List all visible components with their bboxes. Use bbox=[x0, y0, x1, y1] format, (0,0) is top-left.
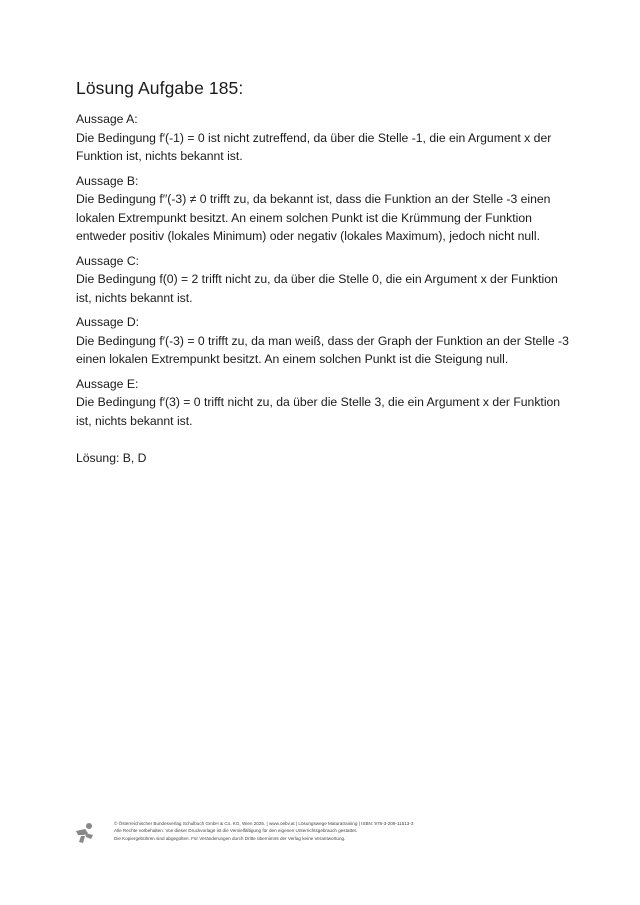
rights-line: Alle Rechte vorbehalten. Von dieser Druckvorlage ist die Vervielfältigung für den eigenen Unterrichtsgebrauch gestattet. bbox=[114, 828, 358, 834]
publisher-logo-icon bbox=[74, 822, 96, 844]
statement-text: Die Bedingung f(0) = 2 trifft nicht zu, da über die Stelle 0, die ein Argument x der Funktion ist, nichts bekannt ist. bbox=[76, 272, 558, 305]
statement-text: Die Bedingung f′(-3) = 0 trifft zu, da man weiß, dass der Graph der Funktion an der Stelle -3 einen lokalen Extrempunkt besitzt. An einem solchen Punkt ist die Steigung null. bbox=[76, 333, 569, 366]
statement-label: Aussage C: bbox=[76, 253, 140, 268]
copyright-line: © Österreichischer Bundesverlag Schulbuch GmbH & Co. KG, Wien 2025. | www.oebv.at | Lösungswege Maturatraining | ISBN: 978-3-209-11513-3 bbox=[114, 821, 414, 826]
fees-line: Die Kopiergebühren sind abgegolten. Für Veränderungen durch Dritte übernimmt der Verlag keine Verantwortung. bbox=[114, 835, 346, 841]
solution-text: Lösung: B, D bbox=[76, 451, 147, 465]
statement-label: Aussage A: bbox=[76, 112, 138, 126]
statement-text: Die Bedingung f′(-1) = 0 ist nicht zutreffend, da über die Stelle -1, die ein Argument x der Funktion ist, nichts bekannt ist. bbox=[76, 130, 552, 163]
statement-b bbox=[76, 172, 576, 246]
statement-d bbox=[76, 313, 576, 369]
page-footer bbox=[74, 820, 594, 850]
statement-c bbox=[76, 252, 576, 308]
statement-e bbox=[76, 375, 576, 431]
statement-label: Aussage D: bbox=[76, 315, 140, 329]
statement-text: Die Bedingung f′′(-3) ≠ 0 trifft zu, da bekannt ist, dass die Funktion an der Stelle -3 einen lokalen Extrempunkt besitzt. An einem solchen Punkt ist die Krümmung der Funktion entweder positiv (lokales Minimum) oder negativ (lokales Maximum), jedoch nicht null. bbox=[76, 192, 551, 243]
statement-text: Die Bedingung f′(3) = 0 trifft nicht zu, da über die Stelle 3, die ein Argument x der Funktion ist, nichts bekannt ist. bbox=[76, 395, 561, 428]
statement-label: Aussage B: bbox=[76, 173, 139, 188]
footer-text bbox=[114, 820, 584, 842]
page-title: Lösung Aufgabe 185: bbox=[76, 78, 244, 98]
statement-label: Aussage E: bbox=[76, 376, 139, 391]
statement-a bbox=[76, 110, 576, 166]
statements-list bbox=[76, 110, 576, 436]
